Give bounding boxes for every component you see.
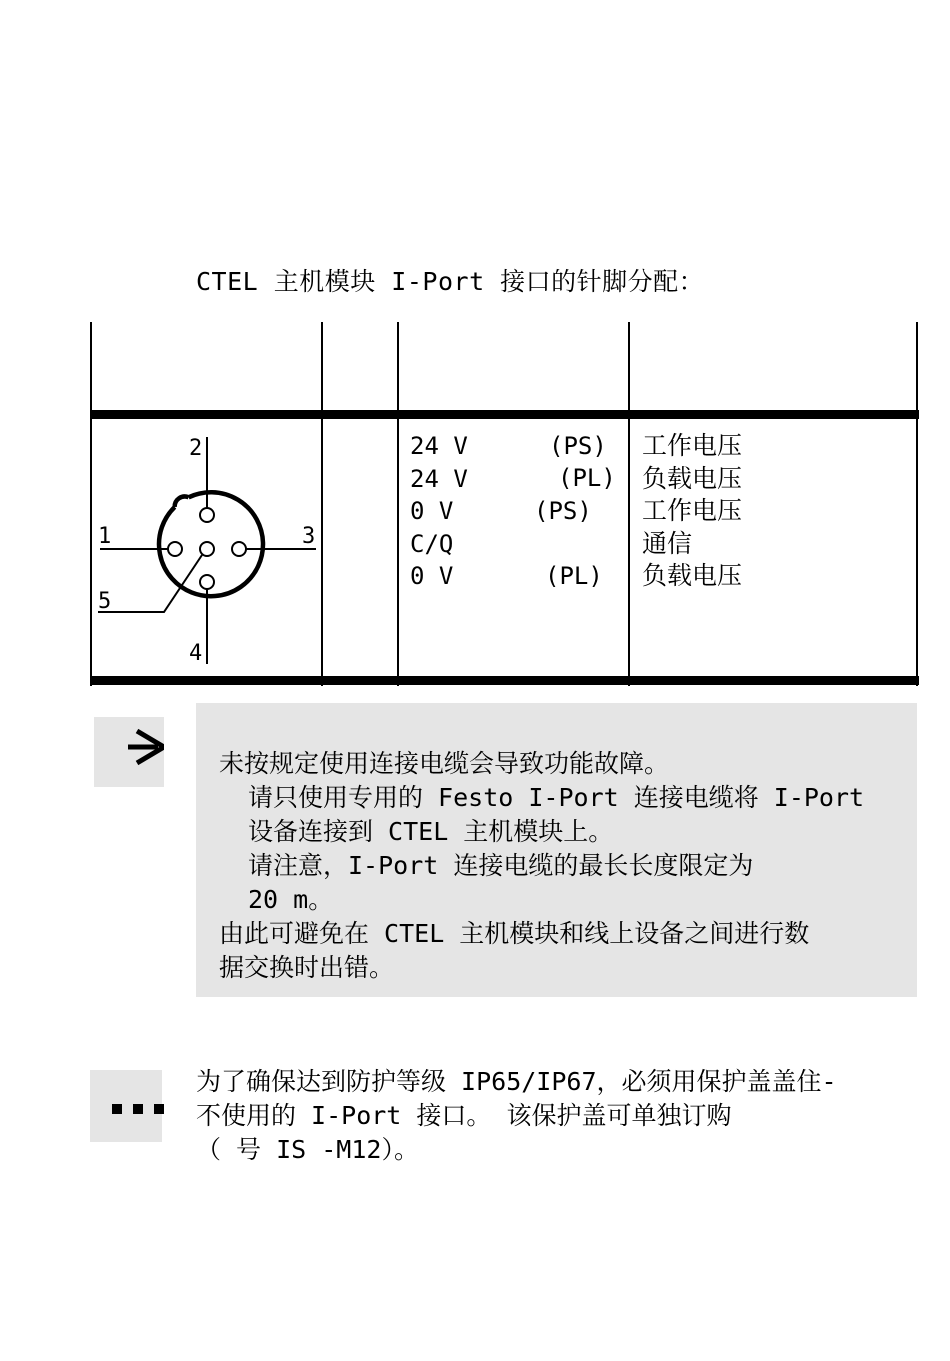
description-value: 工作电压 [642,431,743,460]
supply-label: (PL) [545,562,603,590]
warning-line: 由此可避免在 CTEL 主机模块和线上设备之间进行数 [219,919,810,948]
table-row [410,463,468,496]
info-icon-box [90,1070,162,1142]
pin-label: 3 [302,524,316,549]
pin-label: 4 [189,641,203,666]
info-text [196,1065,837,1167]
table-divider [916,322,918,686]
description-value: 负载电压 [642,463,743,493]
supply-label: (PS) [534,497,592,525]
info-line: （ 号 IS -M12）。 [196,1135,419,1164]
warning-line: 据交换时出错。 [219,953,395,982]
voltage-value: 24 V [410,432,468,460]
arrow-right-icon [94,717,164,787]
table-row [410,560,468,593]
table-row [410,495,468,528]
warning-text [219,747,864,985]
voltage-value: 0 V [410,562,454,590]
warning-line: 20 m。 [248,885,334,914]
pin-label: 2 [189,436,203,461]
voltage-value: 0 V [410,497,454,525]
table-row [410,528,468,561]
supply-label: (PS) [549,432,607,460]
voltage-column [410,430,468,593]
m12-connector-diagram [92,420,320,674]
warning-icon-box [94,717,164,787]
table-bottom-rule [90,676,919,685]
warning-line: 请注意，I-Port 连接电缆的最长长度限定为 [248,851,754,880]
supply-label: (PL) [558,464,616,492]
table-row [410,430,468,463]
table-row [642,528,742,561]
pin-label: 1 [98,524,112,549]
pin-label: 5 [98,589,112,614]
table-row [642,495,742,528]
table-row [642,560,742,593]
info-line: 不使用的 I-Port 接口。 该保护盖可单独订购 [196,1101,732,1130]
description-value: 通信 [642,528,693,558]
ellipsis-icon [90,1070,180,1142]
voltage-value: 24 V [410,464,468,493]
warning-line: 未按规定使用连接电缆会导致功能故障。 [219,749,670,778]
warning-line: 请只使用专用的 Festo I-Port 连接电缆将 I-Port [248,783,865,812]
description-column [642,430,742,593]
description-value: 工作电压 [642,496,743,525]
warning-line: 设备连接到 CTEL 主机模块上。 [248,817,614,846]
page-title: CTEL 主机模块 I-Port 接口的针脚分配： [196,267,705,296]
table-header-rule [90,410,919,419]
table-row [642,430,742,463]
info-line: 为了确保达到防护等级 IP65/IP67，必须用保护盖盖住- [196,1067,837,1096]
description-value: 负载电压 [642,561,743,590]
voltage-value: C/Q [410,529,454,558]
table-row [642,463,742,496]
table-divider [321,322,323,686]
table-divider [397,322,399,686]
table-divider [628,322,630,686]
